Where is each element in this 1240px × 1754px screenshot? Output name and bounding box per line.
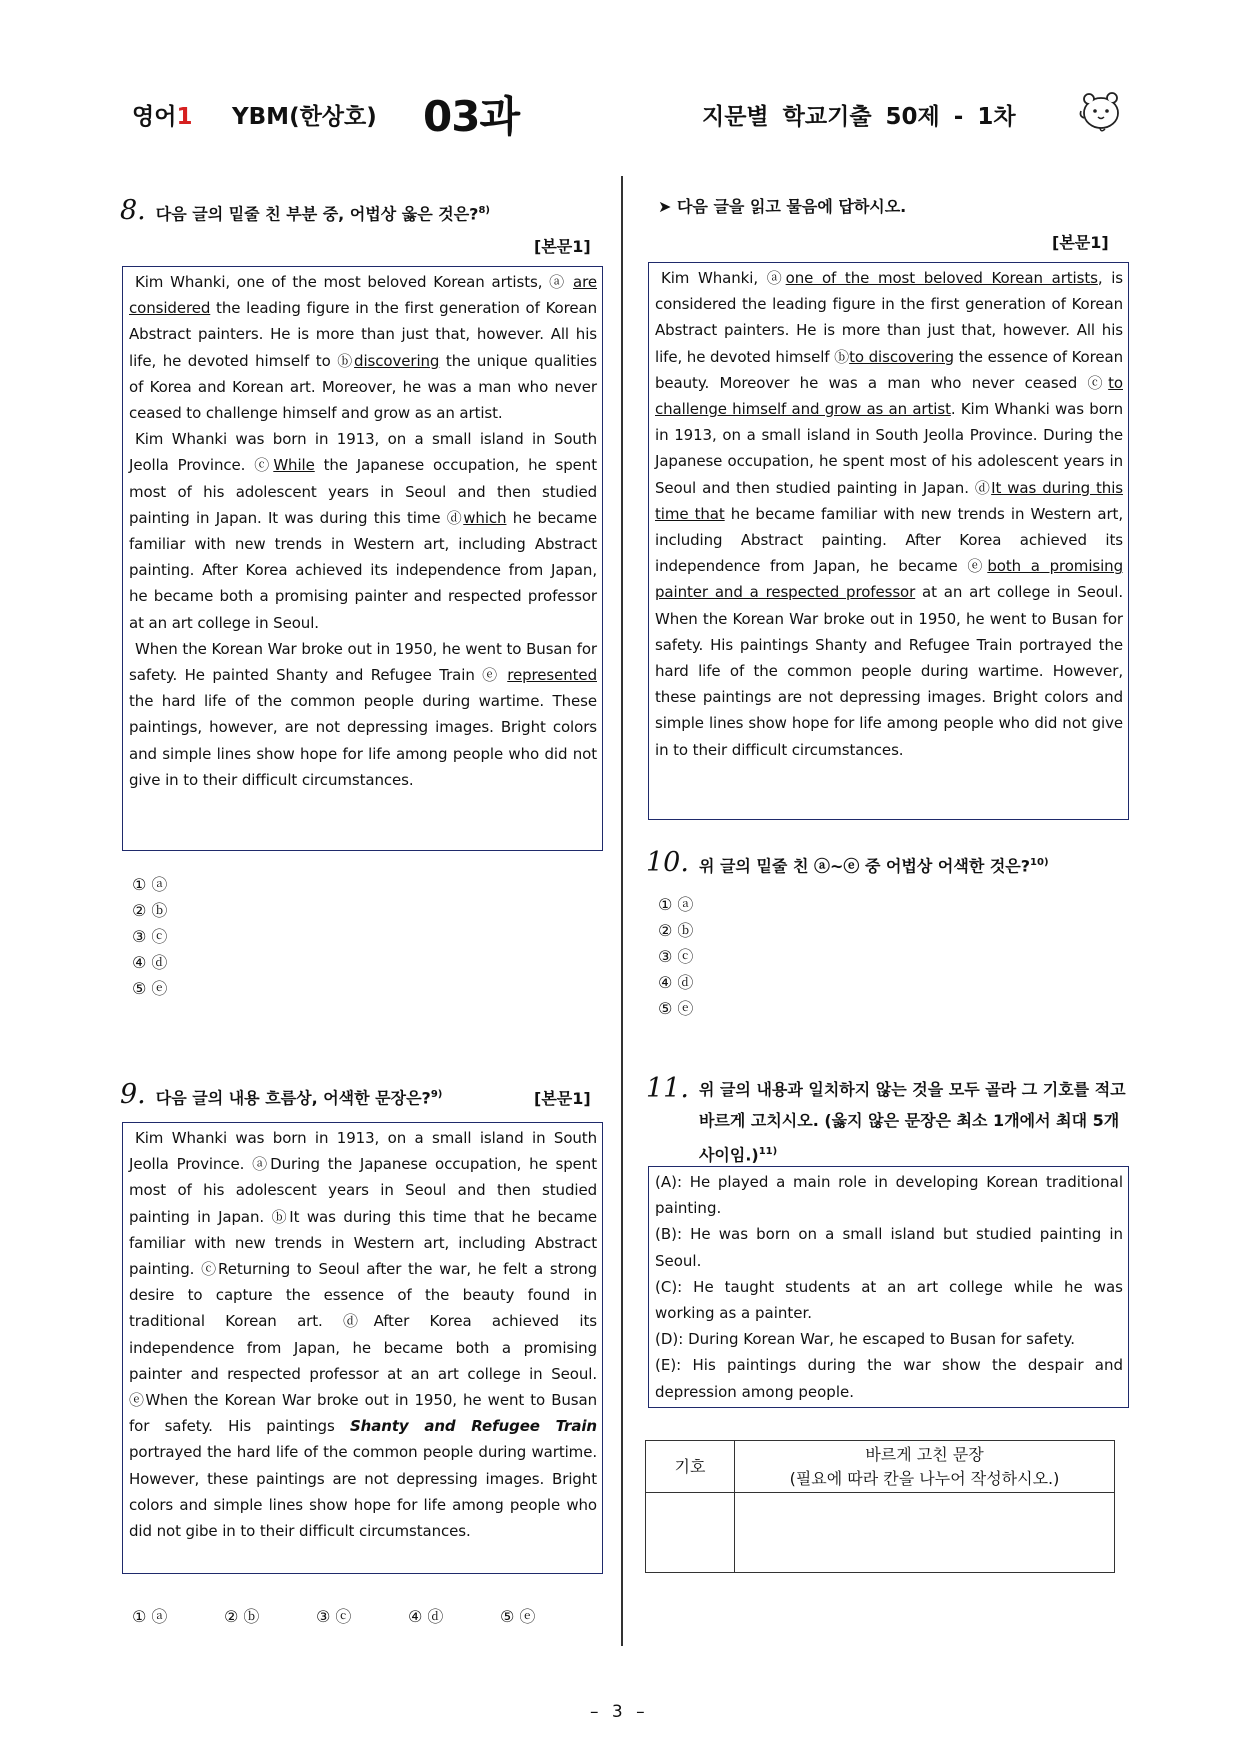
- q10-option[interactable]: ① ⓐ: [658, 895, 694, 914]
- right-passage: Kim Whanki, ⓐone of the most beloved Korean artists, is considered the leading figure in the first generation of Korean Abstract painters. He is more than just that, however. All his life, he devoted himself ⓑto discovering the essence of Korean beauty. Moreover he was a man who never ceased ⓒto challenge himself and grow as an artist. Kim Whanki was born in 1913, on a small island in South Jeolla Province. During the Japanese occupation, he spent most of his adolescent years in Seoul and then studied painting in Japan. ⓓIt was during this time that he became familiar with new trends in Western art, including Abstract painting. After Korea achieved its independence from Japan, he became ⓔboth a promising painter and a respected professor at an art college in Seoul. When the Korean War broke out in 1950, he went to Busan for safety. His paintings Shanty and Refugee Train portrayed the hard life of the common people during wartime. However, these paintings are not depressing images. Bright colors and simple lines show hope for life among people who did not give in to their difficult circumstances.: [648, 262, 1129, 820]
- q11-statement: (E): His paintings during the war show the despair and depression among people.: [655, 1356, 1123, 1401]
- q10-options: [658, 892, 693, 1022]
- q10-option[interactable]: ④ ⓓ: [658, 973, 694, 992]
- q9-option[interactable]: ② ⓑ: [224, 1607, 260, 1626]
- bear-mascot-icon: [1076, 88, 1126, 134]
- q11-statement: (B): He was born on a small island but studied painting in Seoul.: [655, 1225, 1123, 1270]
- q10-option[interactable]: ③ ⓒ: [658, 947, 694, 966]
- q8-option[interactable]: ⑤ ⓔ: [132, 979, 168, 998]
- column-divider: [621, 176, 623, 1646]
- q11-statements: [648, 1166, 1129, 1408]
- q8-passage: Kim Whanki, one of the most beloved Korean artists, ⓐ are considered the leading figure in the first generation of Korean Abstract painters. He is more than just that, however. All his life, he devoted himself to ⓑdiscovering the unique qualities of Korea and Korean art. Moreover, he was a man who never ceased to challenge himself and grow as an artist. Kim Whanki was born in 1913, on a small island in South Jeolla Province. ⓒWhile the Japanese occupation, he spent most of his adolescent years in Seoul and then studied painting in Japan. It was during this time ⓓwhich he became familiar with new trends in Western art, including Abstract painting. After Korea achieved its independence from Japan, he became both a promising painter and respected professor at an art college in Seoul. When the Korean War broke out in 1950, he went to Busan for safety. He painted Shanty and Refugee Train ⓔ represented the hard life of the common people during wartime. These paintings, however, are not depressing images. Bright colors and simple lines show hope for life among people who did not give in to their difficult circumstances.: [122, 266, 603, 851]
- right-tag: [본문1]: [1052, 233, 1109, 252]
- header-subject: 영어1: [132, 104, 193, 130]
- answer-table-header-sentence: 바르게 고친 문장 (필요에 따라 칸을 나누어 작성하시오.): [735, 1441, 1115, 1493]
- q10-option[interactable]: ⑤ ⓔ: [658, 999, 694, 1018]
- q8-option[interactable]: ④ ⓓ: [132, 953, 168, 972]
- q11-answer-table: [645, 1440, 1115, 1573]
- q11-statement: (A): He played a main role in developing Korean traditional painting.: [655, 1173, 1123, 1218]
- right-intro: ➤ 다음 글을 읽고 물음에 답하시오.: [658, 197, 907, 216]
- header-title: 지문별 학교기출 50제 - 1차: [702, 104, 1016, 130]
- q10-option[interactable]: ② ⓑ: [658, 921, 694, 940]
- answer-table-header-symbol: 기호: [646, 1441, 735, 1493]
- header-publisher: YBM(한상호): [232, 104, 377, 130]
- q9-option[interactable]: ③ ⓒ: [316, 1607, 352, 1626]
- q8-heading: 8. 다음 글의 밑줄 친 부분 중, 어법상 옳은 것은?$^{8)}$: [120, 195, 490, 227]
- q8-option[interactable]: ① ⓐ: [132, 875, 168, 894]
- q9-tag: [본문1]: [534, 1089, 591, 1108]
- q8-option[interactable]: ③ ⓒ: [132, 927, 168, 946]
- answer-symbol-cell[interactable]: [646, 1493, 735, 1573]
- q9-heading: 9. 다음 글의 내용 흐름상, 어색한 문장은?$^{9)}$: [120, 1079, 443, 1111]
- q8-options: [132, 872, 167, 1002]
- q9-passage: Kim Whanki was born in 1913, on a small island in South Jeolla Province. ⓐDuring the Japanese occupation, he spent most of his adolescent years in Seoul and then studied painting in Japan. ⓑIt was during this time that he became familiar with new trends in Western art, including Abstract painting. ⓒReturning to Seoul after the war, he felt a strong desire to capture the essence of the beauty found in traditional Korean art. ⓓAfter Korea achieved its independence from Japan, he became both a promising painter and respected professor at an art college in Seoul. ⓔWhen the Korean War broke out in 1950, he went to Busan for safety. His paintings Shanty and Refugee Train portrayed the hard life of the common people during wartime. However, these paintings are not depressing images. Bright colors and simple lines show hope for life among people who did not gibe in to their difficult circumstances.: [122, 1122, 603, 1574]
- header-lesson: 03과: [423, 92, 520, 141]
- q10-heading: 10. 위 글의 밑줄 친 ⓐ~ⓔ 중 어법상 어색한 것은?$^{10)}$: [646, 847, 1049, 879]
- answer-sentence-cell[interactable]: [735, 1493, 1115, 1573]
- q9-options: [132, 1604, 592, 1627]
- q11-statement: (D): During Korean War, he escaped to Busan for safety.: [655, 1330, 1076, 1349]
- q8-tag: [본문1]: [534, 237, 591, 256]
- q11-heading: 11. 위 글의 내용과 일치하지 않는 것을 모두 골라 그 기호를 적고 바르게 고치시오. (옳지 않은 문장은 최소 1개에서 최대 5개 사이임.)$^{11)}$: [646, 1073, 1126, 1165]
- page-number: – 3 –: [590, 1702, 649, 1722]
- q9-option[interactable]: ① ⓐ: [132, 1607, 168, 1626]
- q9-option[interactable]: ④ ⓓ: [408, 1607, 444, 1626]
- q11-statement: (C): He taught students at an art college while he was working as a painter.: [655, 1277, 1123, 1323]
- q9-option[interactable]: ⑤ ⓔ: [500, 1607, 536, 1626]
- q8-option[interactable]: ② ⓑ: [132, 901, 168, 920]
